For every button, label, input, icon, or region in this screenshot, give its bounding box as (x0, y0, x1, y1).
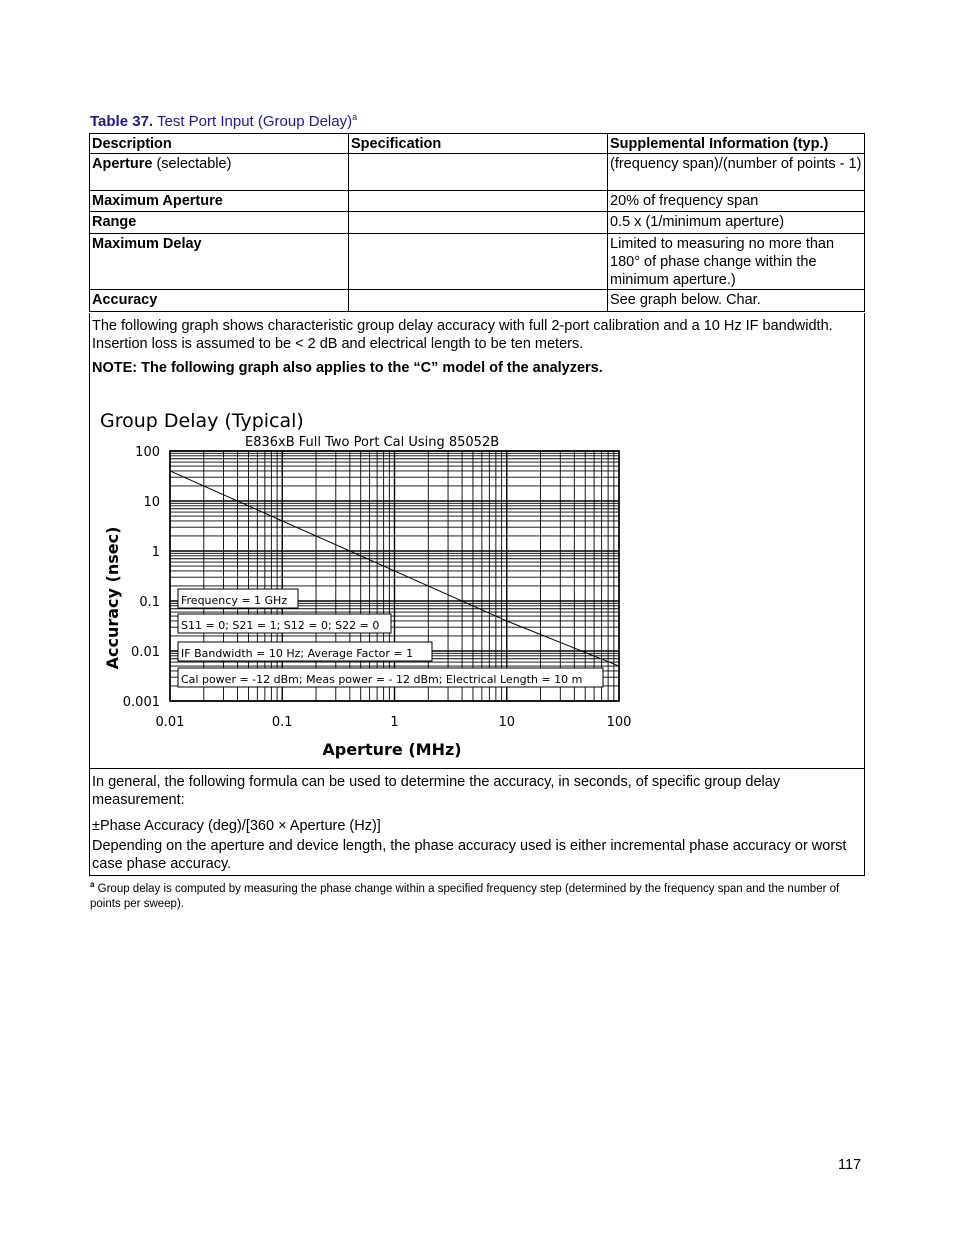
chart-subtitle: E836xB Full Two Port Cal Using 85052B (245, 435, 500, 450)
caption-label: Table 37. (90, 113, 154, 130)
table-caption (90, 112, 357, 130)
annotation-text: IF Bandwidth = 10 Hz; Average Factor = 1 (181, 647, 414, 660)
group-delay-chart (90, 398, 690, 768)
row-specification (349, 154, 608, 191)
table-row (90, 154, 865, 191)
graph-note: NOTE: The following graph also applies to the “C” model of the analyzers. (92, 360, 603, 376)
row-description-bold: Maximum Delay (92, 236, 202, 252)
header-description: Description (90, 134, 349, 154)
chart-grid (170, 451, 619, 701)
formula-explanation: Depending on the aperture and device length, the phase accuracy used is either incremental phase accuracy or worst case phase accuracy. (92, 838, 847, 872)
row-description-rest: (selectable) (152, 156, 232, 172)
x-tick-label: 10 (498, 715, 516, 730)
row-description (90, 212, 349, 234)
row-description-bold: Accuracy (92, 292, 158, 308)
row-supplemental: (frequency span)/(number of points - 1) (608, 154, 865, 191)
page-number: 117 (838, 1157, 862, 1173)
table-row (90, 212, 865, 234)
formula-expression: ±Phase Accuracy (deg)/[360 × Aperture (Hz)] (92, 818, 381, 834)
spec-table (89, 133, 865, 312)
row-description-bold: Aperture (92, 156, 153, 172)
row-supplemental: 0.5 x (1/minimum aperture) (608, 212, 865, 234)
y-tick-label: 100 (135, 445, 160, 460)
row-description (90, 290, 349, 312)
y-tick-label: 0.01 (131, 645, 160, 660)
footnote-text: Group delay is computed by measuring the phase change within a specified frequency step (determined by the frequency span and the number of points per sweep). (90, 882, 840, 910)
table-row (90, 234, 865, 290)
row-supplemental: See graph below. Char. (608, 290, 865, 312)
annotation-box (178, 614, 391, 633)
chart-x-label: Aperture (MHz) (322, 740, 462, 759)
row-specification (349, 290, 608, 312)
table-row (90, 191, 865, 212)
header-specification: Specification (349, 134, 608, 154)
annotation-box (178, 642, 432, 661)
row-specification (349, 212, 608, 234)
row-specification (349, 191, 608, 212)
formula-block (89, 768, 865, 876)
x-tick-label: 0.1 (271, 715, 293, 730)
row-supplemental: Limited to measuring no more than 180° of phase change within the minimum aperture.) (608, 234, 865, 290)
annotation-box (178, 668, 603, 687)
x-tick-label: 1 (390, 715, 399, 730)
row-supplemental: 20% of frequency span (608, 191, 865, 212)
x-tick-label: 100 (606, 715, 632, 730)
graph-intro: The following graph shows characteristic group delay accuracy with full 2-port calibration and a 10 Hz IF bandwidth. Insertion loss is assumed to be < 2 dB and electrical length to be ten meters. (92, 318, 833, 352)
row-specification (349, 234, 608, 290)
header-supplemental: Supplemental Information (typ.) (608, 134, 865, 154)
footnote (90, 877, 865, 912)
y-tick-label: 10 (143, 495, 160, 510)
x-tick-label: 0.01 (155, 715, 185, 730)
y-tick-label: 0.1 (139, 595, 160, 610)
chart-y-label: Accuracy (nsec) (103, 526, 122, 670)
annotation-text: Frequency = 1 GHz (181, 594, 288, 607)
footnote-mark: a (90, 880, 95, 889)
table-row (90, 290, 865, 312)
table-header-row (90, 134, 865, 154)
y-tick-label: 1 (151, 545, 160, 560)
row-description-bold: Range (92, 214, 137, 230)
graph-block (89, 313, 865, 769)
chart-title: Group Delay (Typical) (100, 410, 304, 432)
caption-title: Test Port Input (Group Delay) (157, 113, 353, 130)
annotation-text: S11 = 0; S21 = 1; S12 = 0; S22 = 0 (181, 619, 380, 632)
formula-intro: In general, the following formula can be used to determine the accuracy, in seconds, of specific group delay measurement: (92, 774, 781, 808)
row-description-bold: Maximum Aperture (92, 193, 223, 209)
row-description (90, 234, 349, 290)
caption-footnote-mark: a (352, 112, 358, 122)
annotation-box (178, 589, 298, 608)
annotation-text: Cal power = -12 dBm; Meas power = - 12 dBm; Electrical Length = 10 m (181, 673, 583, 686)
row-description (90, 191, 349, 212)
y-tick-label: 0.001 (122, 695, 160, 710)
row-description (90, 154, 349, 191)
